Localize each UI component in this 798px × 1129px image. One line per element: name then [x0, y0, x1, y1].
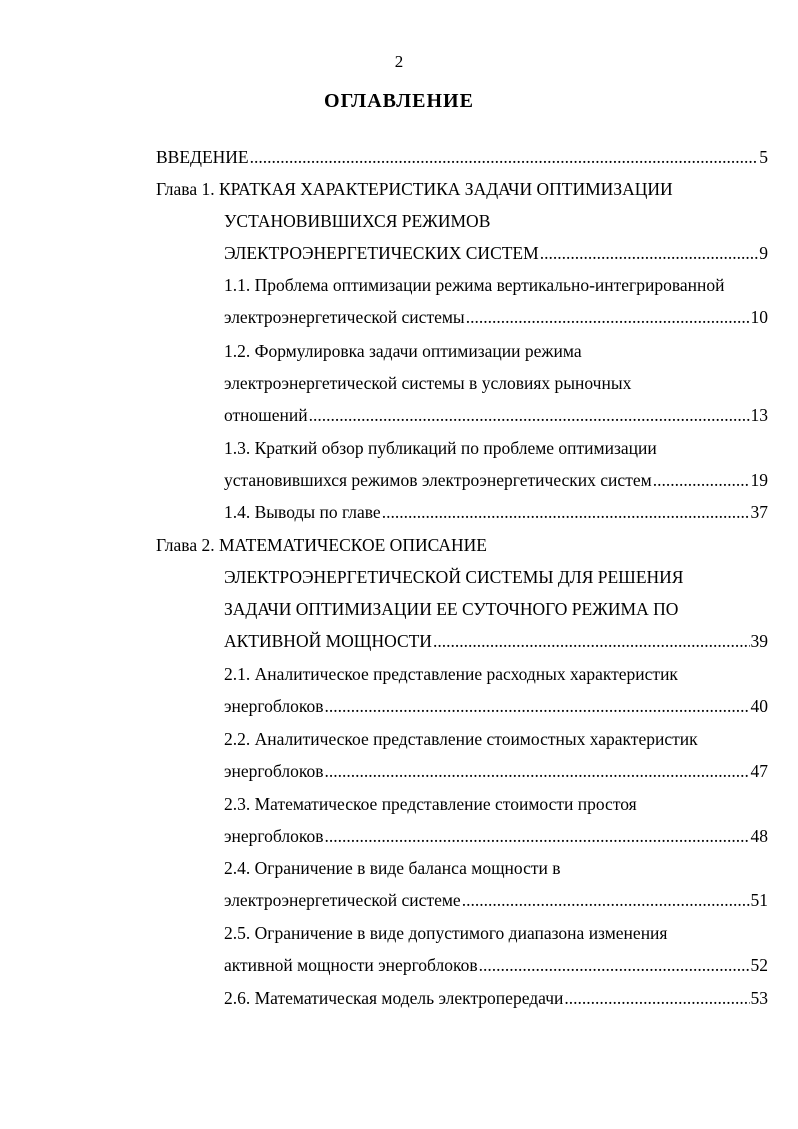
- toc-section-1-1-end[interactable]: [224, 302, 768, 332]
- dot-leader: [324, 691, 749, 721]
- toc-page-number: 40: [750, 696, 768, 716]
- toc-entry-text: 1.4. Выводы по главе: [224, 502, 381, 522]
- toc-page-number: 51: [750, 890, 768, 910]
- toc-section-2-2[interactable]: [224, 724, 768, 754]
- toc-page-number: 47: [750, 761, 768, 781]
- toc-entry-text: ЗАДАЧИ ОПТИМИЗАЦИИ ЕЕ СУТОЧНОГО РЕЖИМА ПО: [224, 599, 679, 619]
- toc-entry-text: Глава 2. МАТЕМАТИЧЕСКОЕ ОПИСАНИЕ: [156, 535, 487, 555]
- toc-page-number: 9: [759, 243, 768, 263]
- toc-page-number: 53: [750, 988, 768, 1008]
- toc-page-number: 10: [750, 307, 768, 327]
- toc-entry-text: АКТИВНОЙ МОЩНОСТИ: [224, 631, 432, 651]
- dot-leader: [324, 756, 749, 786]
- dot-leader: [540, 238, 759, 268]
- toc-section-1-3[interactable]: [224, 433, 768, 463]
- toc-entry-text: 2.1. Аналитическое представление расходных характеристик: [224, 664, 678, 684]
- toc-title: ОГЛАВЛЕНИЕ: [324, 90, 474, 112]
- dot-leader: [382, 497, 750, 527]
- dot-leader: [479, 950, 750, 980]
- dot-leader: [653, 465, 750, 495]
- toc-section-2-4-end[interactable]: [224, 885, 768, 915]
- toc-entry-text: энергоблоков: [224, 696, 324, 716]
- toc-entry-text: установившихся режимов электроэнергетических систем: [224, 470, 652, 490]
- toc-page-number: 39: [750, 631, 768, 651]
- toc-chapter-2-heading-cont: [224, 562, 768, 592]
- dot-leader: [433, 626, 750, 656]
- page-number: 2: [394, 52, 404, 71]
- toc-chapter-1-heading[interactable]: [156, 174, 768, 204]
- toc-entry-text: ЭЛЕКТРОЭНЕРГЕТИЧЕСКИХ СИСТЕМ: [224, 243, 539, 263]
- toc-entry-text: ВВЕДЕНИЕ: [156, 147, 249, 167]
- toc-entry-introduction[interactable]: [156, 142, 768, 172]
- toc-section-1-2-end[interactable]: [224, 400, 768, 430]
- toc-section-2-3-end[interactable]: [224, 821, 768, 851]
- dot-leader: [309, 400, 750, 430]
- toc-section-1-1[interactable]: [224, 270, 768, 300]
- toc-entry-text: УСТАНОВИВШИХСЯ РЕЖИМОВ: [224, 211, 491, 231]
- toc-page-number: 48: [750, 826, 768, 846]
- toc-entry-text: 2.3. Математическое представление стоимости простоя: [224, 794, 637, 814]
- toc-chapter-1-heading-cont: [224, 206, 768, 236]
- toc-entry-text: 2.5. Ограничение в виде допустимого диапазона изменения: [224, 923, 668, 943]
- toc-entry-text: 1.3. Краткий обзор публикаций по проблеме оптимизации: [224, 438, 657, 458]
- toc-page-number: 37: [750, 502, 768, 522]
- toc-entry-text: энергоблоков: [224, 826, 324, 846]
- toc-section-1-2-cont: [224, 368, 768, 398]
- toc-section-1-2[interactable]: [224, 336, 768, 366]
- toc-entry-text: 1.1. Проблема оптимизации режима вертикально-интегрированной: [224, 275, 725, 295]
- toc-page-number: 52: [750, 955, 768, 975]
- toc-entry-text: электроэнергетической системе: [224, 890, 461, 910]
- toc-chapter-2-heading[interactable]: [156, 530, 768, 560]
- dot-leader: [250, 142, 759, 172]
- toc-section-2-6[interactable]: [224, 983, 768, 1013]
- toc-chapter-1-heading-end[interactable]: [224, 238, 768, 268]
- toc-entry-text: электроэнергетической системы в условиях рыночных: [224, 373, 632, 393]
- toc-page-number: 19: [750, 470, 768, 490]
- toc-entry-text: 2.6. Математическая модель электропередачи: [224, 988, 564, 1008]
- toc-section-2-1-end[interactable]: [224, 691, 768, 721]
- toc-page-number: 5: [759, 147, 768, 167]
- toc-entry-text: 2.4. Ограничение в виде баланса мощности в: [224, 858, 561, 878]
- toc-entry-text: ЭЛЕКТРОЭНЕРГЕТИЧЕСКОЙ СИСТЕМЫ ДЛЯ РЕШЕНИЯ: [224, 567, 684, 587]
- dot-leader: [462, 885, 750, 915]
- toc-entry-text: электроэнергетической системы: [224, 307, 465, 327]
- toc-section-2-5[interactable]: [224, 918, 768, 948]
- toc-section-2-5-end[interactable]: [224, 950, 768, 980]
- dot-leader: [466, 302, 750, 332]
- toc-entry-text: активной мощности энергоблоков: [224, 955, 478, 975]
- toc-section-2-4[interactable]: [224, 853, 768, 883]
- toc-section-1-4[interactable]: [224, 497, 768, 527]
- toc-section-1-3-end[interactable]: [224, 465, 768, 495]
- toc-entry-text: энергоблоков: [224, 761, 324, 781]
- toc-chapter-2-heading-cont: [224, 594, 768, 624]
- toc-entry-text: отношений: [224, 405, 308, 425]
- dot-leader: [324, 821, 749, 851]
- toc-section-2-2-end[interactable]: [224, 756, 768, 786]
- toc-entry-text: Глава 1. КРАТКАЯ ХАРАКТЕРИСТИКА ЗАДАЧИ ОПТИМИЗАЦИИ: [156, 179, 673, 199]
- toc-entry-text: 1.2. Формулировка задачи оптимизации режима: [224, 341, 582, 361]
- toc-entry-text: 2.2. Аналитическое представление стоимостных характеристик: [224, 729, 698, 749]
- dot-leader: [564, 983, 749, 1013]
- toc-section-2-3[interactable]: [224, 789, 768, 819]
- toc-chapter-2-heading-end[interactable]: [224, 626, 768, 656]
- toc-section-2-1[interactable]: [224, 659, 768, 689]
- toc-page-number: 13: [750, 405, 768, 425]
